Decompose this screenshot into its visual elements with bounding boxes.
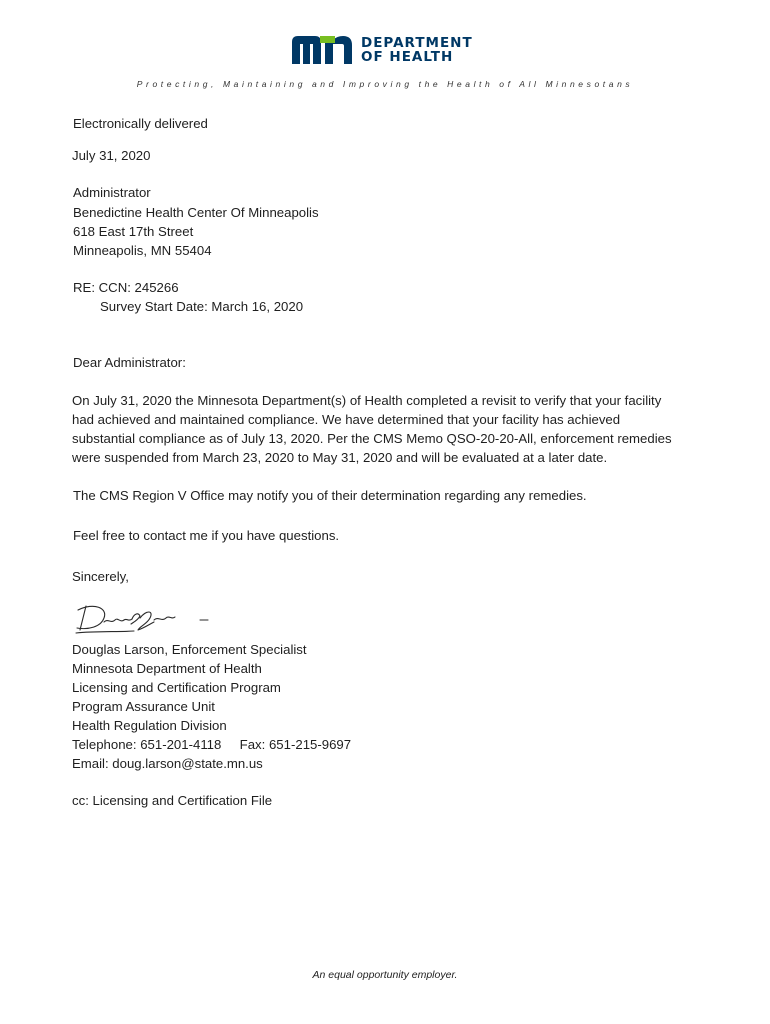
signer-email: Email: doug.larson@state.mn.us [72,756,263,771]
salutation: Dear Administrator: [73,355,186,370]
signer-phone-fax: Telephone: 651-201-4118 Fax: 651-215-9697 [72,737,352,752]
mn-logo-icon [290,34,354,66]
signer-organization: Minnesota Department of Health [72,661,262,676]
body-paragraph-contact: Feel free to contact me if you have questions. [73,528,340,543]
recipient-facility: Benedictine Health Center Of Minneapolis [73,205,319,220]
closing: Sincerely, [72,569,129,584]
re-survey-date: Survey Start Date: March 16, 2020 [100,299,304,314]
footer-equal-opportunity: An equal opportunity employer. [312,969,458,981]
signer-name-title: Douglas Larson, Enforcement Specialist [72,642,307,657]
re-ccn: RE: CCN: 245266 [73,280,179,295]
body-paragraph-revisit [72,391,702,467]
cc-line: cc: Licensing and Certification File [72,793,273,808]
delivery-method: Electronically delivered [73,116,208,131]
logo-line-department: DEPARTMENT [361,34,473,51]
signer-program: Licensing and Certification Program [72,680,281,695]
handwritten-signature [74,600,224,641]
recipient-street: 618 East 17th Street [73,224,194,239]
logo-wordmark [361,36,473,65]
logo-line-of-health: OF HEALTH [361,49,454,65]
signer-unit: Program Assurance Unit [72,699,215,714]
signer-division: Health Regulation Division [72,718,227,733]
letter-date: July 31, 2020 [72,148,151,163]
tagline: Protecting, Maintaining and Improving the Health of All Minnesotans [136,79,634,89]
body-line: were suspended from March 23, 2020 to May 31, 2020 and will be evaluated at a later date. [72,450,608,465]
body-line: substantial compliance as of July 13, 2020. Per the CMS Memo QSO-20-20-All, enforcement remedies [72,431,672,446]
body-line: On July 31, 2020 the Minnesota Department(s) of Health completed a revisit to verify that your facility [72,393,662,408]
body-line: had achieved and maintained compliance. We have determined that your facility has achieved [72,412,621,427]
mdh-logo [290,34,473,66]
recipient-city: Minneapolis, MN 55404 [73,243,212,258]
body-paragraph-cms: The CMS Region V Office may notify you of their determination regarding any remedies. [73,488,587,503]
recipient-title: Administrator [73,185,151,200]
